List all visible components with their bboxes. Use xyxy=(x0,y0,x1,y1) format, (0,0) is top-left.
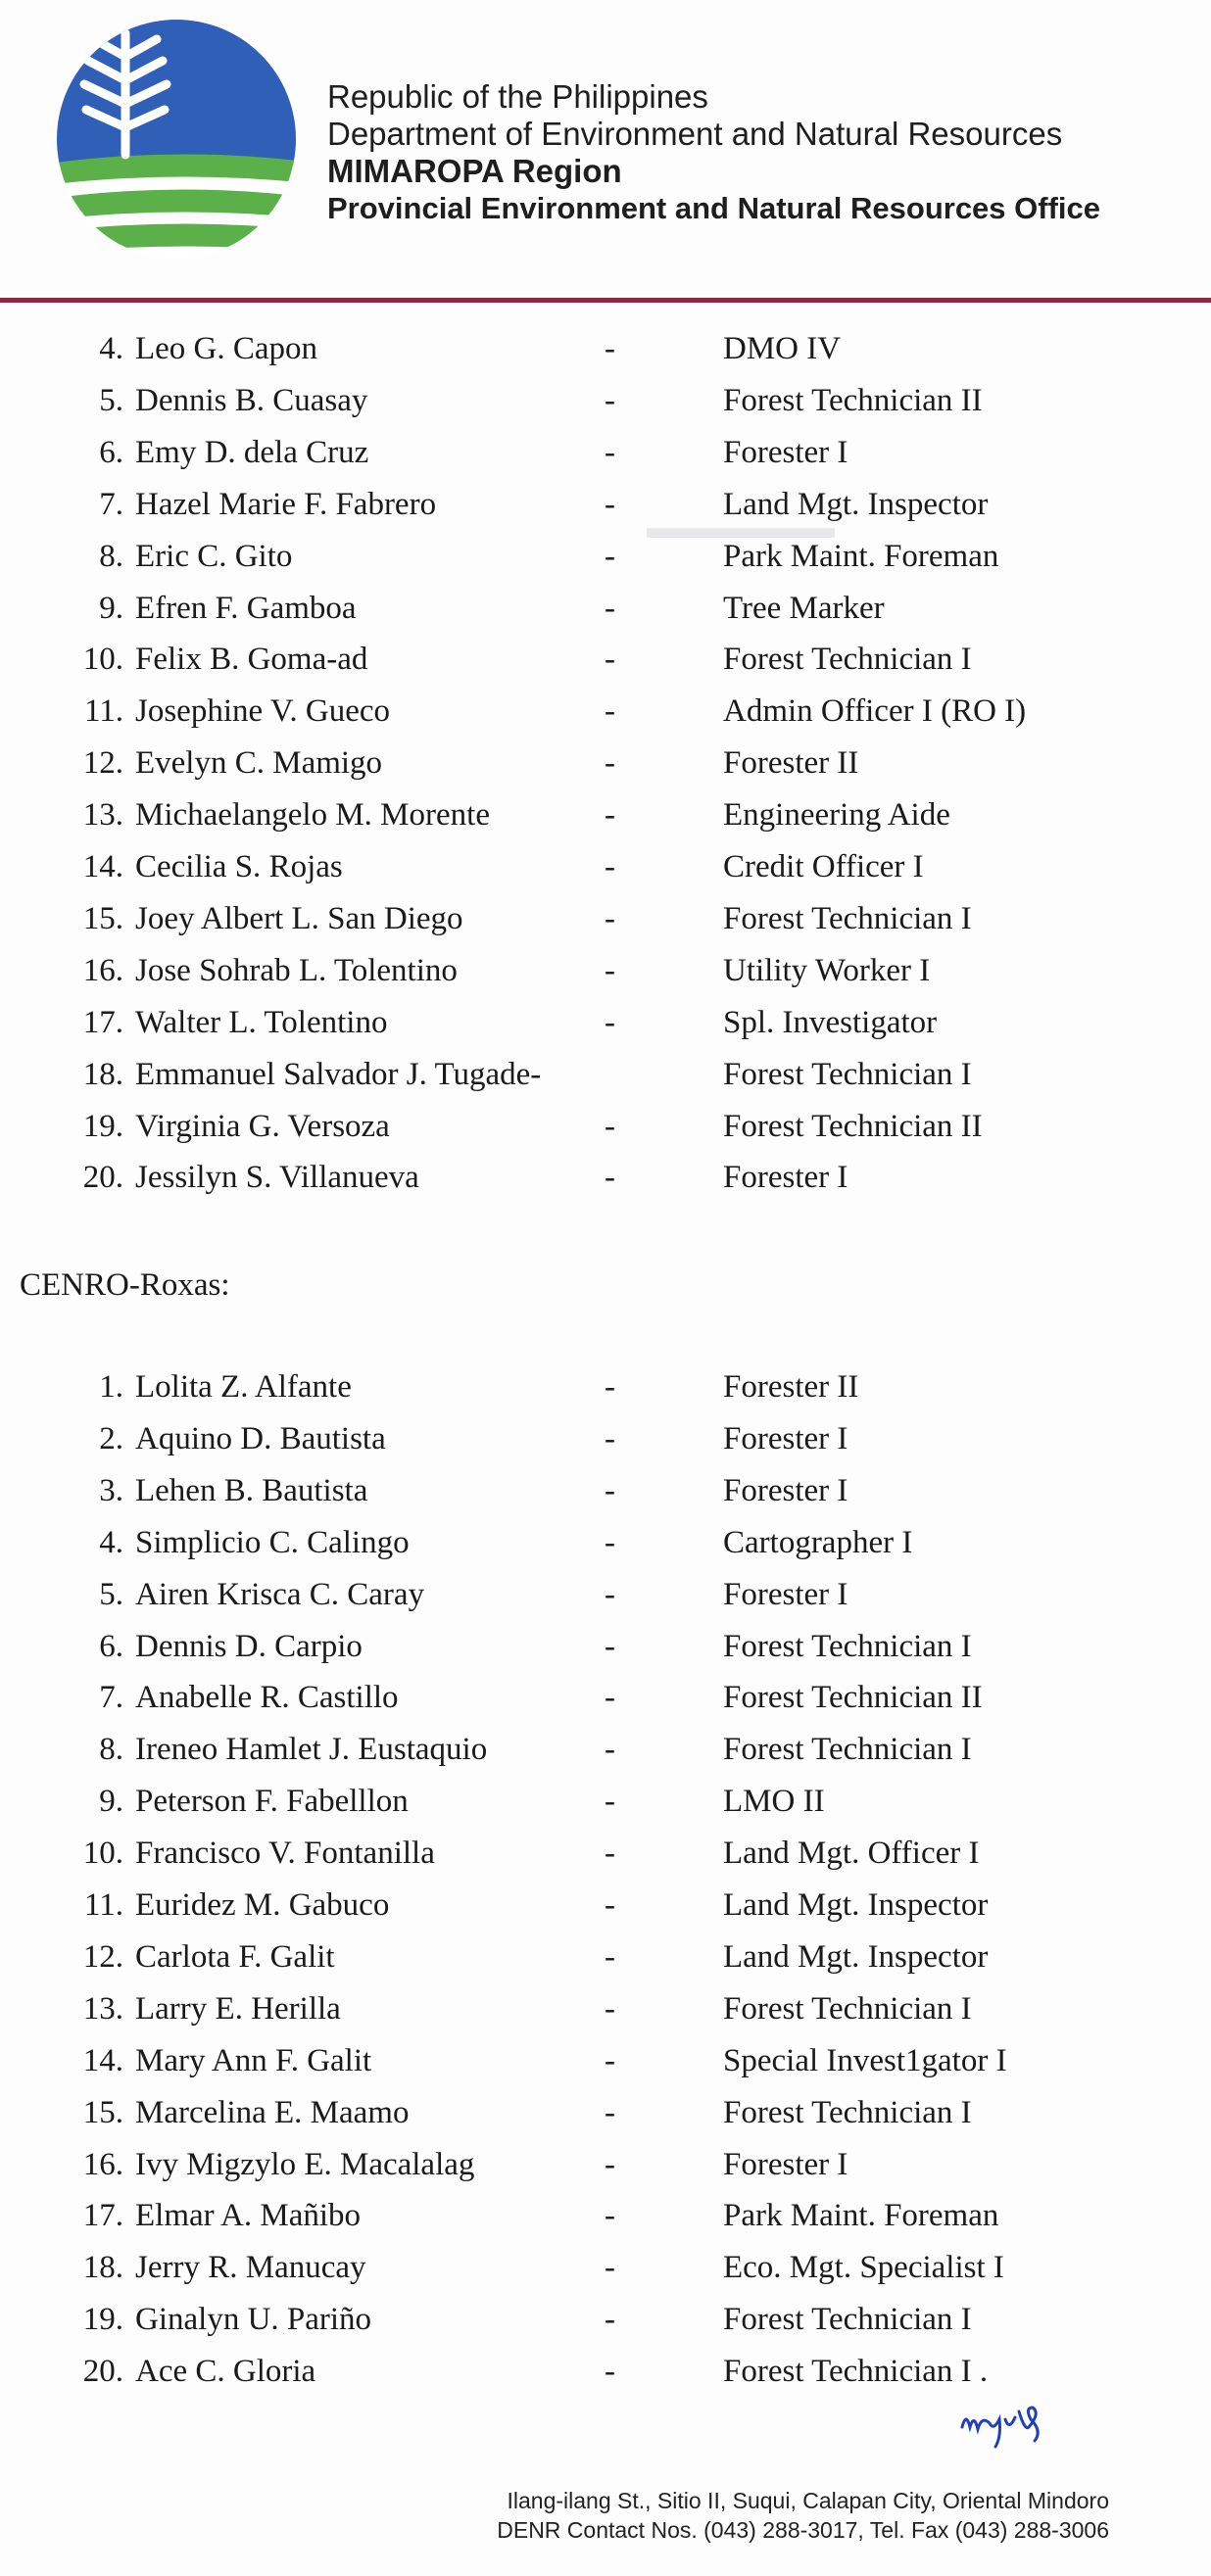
separator-dash: - xyxy=(605,2354,615,2390)
employee-name: Efren F. Gamboa xyxy=(135,590,357,626)
employee-position: Forester I xyxy=(723,434,848,470)
employee-name: Emy D. dela Cruz xyxy=(135,434,369,470)
list-item xyxy=(0,2087,1211,2138)
employee-name: Marcelina E. Maamo xyxy=(135,2094,410,2130)
employee-name: Larry E. Herilla xyxy=(135,1990,341,2027)
separator-dash: - xyxy=(605,1887,615,1923)
employee-name: Walter L. Tolentino xyxy=(135,1004,388,1040)
letterhead-region: MIMAROPA Region xyxy=(327,153,622,189)
list-item xyxy=(0,1361,1211,1412)
separator-dash: - xyxy=(605,331,615,366)
employee-name: Ace C. Gloria xyxy=(135,2354,316,2390)
employee-name: Simplicio C. Calingo xyxy=(135,1524,410,1560)
employee-position: Forest Technician I xyxy=(723,1628,972,1664)
employee-position: Credit Officer I xyxy=(723,849,924,884)
list-item xyxy=(0,531,1211,582)
employee-position: Forest Technician I xyxy=(723,900,972,936)
list-item xyxy=(0,945,1211,996)
item-number: 9. xyxy=(99,590,123,626)
employee-position: Forest Technician I xyxy=(723,2094,972,2130)
separator-dash: - xyxy=(605,486,615,522)
employee-position: Engineering Aide xyxy=(723,797,950,834)
employee-name: Leo G. Capon xyxy=(135,331,318,366)
separator-dash: - xyxy=(605,1680,615,1716)
employee-position: Special Invest1gator I xyxy=(723,2042,1007,2078)
list-item xyxy=(0,1672,1211,1723)
list-item xyxy=(0,1569,1211,1620)
separator-dash: - xyxy=(605,2250,615,2286)
separator-dash: - xyxy=(605,538,615,574)
list-item xyxy=(0,1828,1211,1879)
employee-name: Lolita Z. Alfante xyxy=(135,1369,352,1405)
separator-dash: - xyxy=(605,693,615,730)
letterhead-department: Department of Environment and Natural Resources xyxy=(327,116,1063,152)
item-number: 13. xyxy=(82,797,123,834)
list-item xyxy=(0,1776,1211,1827)
item-number: 17. xyxy=(82,1004,123,1040)
list-item xyxy=(0,2294,1211,2345)
item-number: 3. xyxy=(99,1472,123,1508)
separator-dash: - xyxy=(605,1369,615,1405)
employee-name: Virginia G. Versoza xyxy=(135,1108,390,1144)
employee-name: Mary Ann F. Galit xyxy=(135,2042,372,2078)
item-number: 18. xyxy=(82,1056,123,1092)
item-number: 19. xyxy=(82,1108,123,1144)
separator-dash: - xyxy=(605,2146,615,2182)
employee-name: Euridez M. Gabuco xyxy=(135,1887,390,1923)
employee-position: Forester II xyxy=(723,1369,859,1405)
separator-dash: - xyxy=(605,952,615,988)
list-item xyxy=(0,997,1211,1048)
employee-name: Ginalyn U. Pariño xyxy=(135,2302,372,2338)
letterhead-republic: Republic of the Philippines xyxy=(327,78,708,115)
list-item xyxy=(0,2035,1211,2086)
employee-position: Forest Technician I xyxy=(723,1732,972,1768)
letterhead-office: Provincial Environment and Natural Resources Office xyxy=(327,191,1101,225)
item-number: 1. xyxy=(99,1369,123,1405)
section-title-cenro-roxas: CENRO-Roxas: xyxy=(20,1267,230,1303)
item-number: 9. xyxy=(99,1784,123,1820)
separator-dash: - xyxy=(605,1108,615,1144)
employee-position: LMO II xyxy=(723,1784,825,1820)
list-item xyxy=(0,2346,1211,2397)
item-number: 4. xyxy=(99,331,123,366)
employee-position: Land Mgt. Inspector xyxy=(723,1887,989,1923)
list-item xyxy=(0,323,1211,374)
item-number: 12. xyxy=(82,1938,123,1975)
employee-position: Cartographer I xyxy=(723,1524,913,1560)
employee-position: Tree Marker xyxy=(723,590,885,626)
employee-position: DMO IV xyxy=(723,331,842,366)
separator-dash: - xyxy=(605,2198,615,2234)
employee-name: Anabelle R. Castillo xyxy=(135,1680,399,1716)
item-number: 20. xyxy=(82,2354,123,2390)
employee-position: Forester I xyxy=(723,1576,848,1612)
employee-name: Aquino D. Bautista xyxy=(135,1420,386,1456)
employee-name: Joey Albert L. San Diego xyxy=(135,900,463,936)
list-item xyxy=(0,841,1211,892)
list-item xyxy=(0,375,1211,426)
item-number: 12. xyxy=(82,745,123,782)
list-item xyxy=(0,789,1211,840)
item-number: 14. xyxy=(82,849,123,884)
separator-dash: - xyxy=(605,797,615,834)
item-number: 20. xyxy=(82,1160,123,1196)
employee-name: Jessilyn S. Villanueva xyxy=(135,1160,419,1196)
denr-logo xyxy=(55,18,298,262)
list-item xyxy=(0,1880,1211,1931)
handwritten-initials xyxy=(956,2398,1050,2453)
separator-dash: - xyxy=(605,642,615,678)
separator-dash: - xyxy=(605,1524,615,1560)
list-item xyxy=(0,1724,1211,1775)
employee-name: Hazel Marie F. Fabrero xyxy=(135,486,437,522)
list-item xyxy=(0,1621,1211,1672)
item-number: 15. xyxy=(82,900,123,936)
employee-position: Park Maint. Foreman xyxy=(723,538,999,574)
list-item xyxy=(0,1465,1211,1516)
employee-position: Forest Technician I xyxy=(723,1056,972,1092)
separator-dash: - xyxy=(605,1938,615,1975)
employee-position: Forest Technician I xyxy=(723,1990,972,2027)
employee-position: Land Mgt. Inspector xyxy=(723,1938,989,1975)
list-item xyxy=(0,893,1211,944)
item-number: 6. xyxy=(99,1628,123,1664)
item-number: 14. xyxy=(82,2042,123,2078)
separator-dash: - xyxy=(605,1576,615,1612)
employee-name: Jose Sohrab L. Tolentino xyxy=(135,952,458,988)
employee-position: Forester II xyxy=(723,745,859,782)
list-item xyxy=(0,738,1211,788)
list-item xyxy=(0,1101,1211,1152)
separator-dash: - xyxy=(605,2094,615,2130)
employee-name: Dennis D. Carpio xyxy=(135,1628,363,1664)
employee-position: Spl. Investigator xyxy=(723,1004,938,1040)
footer-address: Ilang-ilang St., Sitio II, Suqui, Calapan City, Oriental Mindoro xyxy=(507,2488,1109,2513)
employee-position: Forest Technician II xyxy=(723,1108,983,1144)
employee-name: Eric C. Gito xyxy=(135,538,293,574)
item-number: 11. xyxy=(83,1887,123,1923)
list-item xyxy=(0,479,1211,530)
separator-dash: - xyxy=(605,1160,615,1196)
employee-name: Dennis B. Cuasay xyxy=(135,382,368,418)
list-item xyxy=(0,634,1211,685)
employee-position: Admin Officer I (RO I) xyxy=(723,693,1027,730)
separator-dash: - xyxy=(605,1420,615,1456)
employee-name: Carlota F. Galit xyxy=(135,1938,335,1975)
separator-dash: - xyxy=(605,745,615,782)
item-number: 10. xyxy=(82,642,123,678)
list-item xyxy=(0,1983,1211,2034)
footer-contact: DENR Contact Nos. (043) 288-3017, Tel. Fax (043) 288-3006 xyxy=(497,2517,1109,2543)
list-item xyxy=(0,1517,1211,1568)
item-number: 7. xyxy=(99,486,123,522)
separator-dash: - xyxy=(605,1784,615,1820)
list-item xyxy=(0,2190,1211,2241)
item-number: 15. xyxy=(82,2094,123,2130)
item-number: 11. xyxy=(83,693,123,730)
employee-position: Forester I xyxy=(723,1420,848,1456)
item-number: 5. xyxy=(99,382,123,418)
separator-dash: - xyxy=(605,1732,615,1768)
item-number: 18. xyxy=(82,2250,123,2286)
employee-position: Forest Technician II xyxy=(723,1680,983,1716)
item-number: 8. xyxy=(99,1732,123,1768)
employee-position: Land Mgt. Inspector xyxy=(723,486,989,522)
employee-name: Ivy Migzylo E. Macalalag xyxy=(135,2146,475,2182)
employee-position: Park Maint. Foreman xyxy=(723,2198,999,2234)
list-item xyxy=(0,2139,1211,2190)
item-number: 13. xyxy=(82,1990,123,2027)
list-item xyxy=(0,2242,1211,2293)
separator-dash: - xyxy=(605,590,615,626)
item-number: 7. xyxy=(99,1680,123,1716)
employee-position: Forester I xyxy=(723,1160,848,1196)
employee-name: Cecilia S. Rojas xyxy=(135,849,343,884)
employee-position: Forest Technician I xyxy=(723,2302,972,2338)
employee-position: Forester I xyxy=(723,1472,848,1508)
employee-name: Jerry R. Manucay xyxy=(135,2250,366,2286)
separator-dash: - xyxy=(605,434,615,470)
employee-position: Forest Technician I . xyxy=(723,2354,989,2390)
item-number: 19. xyxy=(82,2302,123,2338)
item-number: 17. xyxy=(82,2198,123,2234)
separator-dash: - xyxy=(605,1472,615,1508)
employee-name: Airen Krisca C. Caray xyxy=(135,1576,425,1612)
header-divider xyxy=(0,298,1211,303)
employee-name: Felix B. Goma-ad xyxy=(135,642,368,678)
list-item xyxy=(0,1049,1211,1100)
item-number: 4. xyxy=(99,1524,123,1560)
separator-dash: - xyxy=(605,1628,615,1664)
show-through-artifact: ▬▬▬▬▬▬ xyxy=(647,509,835,545)
employee-name: Lehen B. Bautista xyxy=(135,1472,368,1508)
employee-position: Forest Technician II xyxy=(723,382,983,418)
footer xyxy=(497,2486,1109,2545)
separator-dash: - xyxy=(605,1990,615,2027)
letterhead xyxy=(327,78,1100,227)
item-number: 2. xyxy=(99,1420,123,1456)
item-number: 16. xyxy=(82,952,123,988)
employee-name: Emmanuel Salvador J. Tugade- xyxy=(135,1056,542,1092)
employee-position: Forest Technician I xyxy=(723,642,972,678)
employee-name: Francisco V. Fontanilla xyxy=(135,1836,435,1872)
separator-dash: - xyxy=(605,2042,615,2078)
item-number: 16. xyxy=(82,2146,123,2182)
list-item xyxy=(0,686,1211,737)
employee-position: Utility Worker I xyxy=(723,952,931,988)
list-item xyxy=(0,1413,1211,1464)
list-item xyxy=(0,427,1211,478)
employee-name: Elmar A. Mañibo xyxy=(135,2198,362,2234)
list-item xyxy=(0,1932,1211,1982)
employee-position: Eco. Mgt. Specialist I xyxy=(723,2250,1004,2286)
separator-dash: - xyxy=(605,2302,615,2338)
employee-name: Michaelangelo M. Morente xyxy=(135,797,490,834)
separator-dash: - xyxy=(605,1004,615,1040)
separator-dash: - xyxy=(605,900,615,936)
employee-name: Evelyn C. Mamigo xyxy=(135,745,383,782)
separator-dash: - xyxy=(605,849,615,884)
separator-dash: - xyxy=(605,382,615,418)
list-item xyxy=(0,1152,1211,1203)
employee-name: Peterson F. Fabelllon xyxy=(135,1784,409,1820)
item-number: 5. xyxy=(99,1576,123,1612)
separator-dash: - xyxy=(605,1836,615,1872)
employee-position: Forester I xyxy=(723,2146,848,2182)
list-item xyxy=(0,583,1211,634)
employee-name: Josephine V. Gueco xyxy=(135,693,391,730)
employee-name: Ireneo Hamlet J. Eustaquio xyxy=(135,1732,488,1768)
item-number: 10. xyxy=(82,1836,123,1872)
item-number: 6. xyxy=(99,434,123,470)
employee-position: Land Mgt. Officer I xyxy=(723,1836,980,1872)
item-number: 8. xyxy=(99,538,123,574)
